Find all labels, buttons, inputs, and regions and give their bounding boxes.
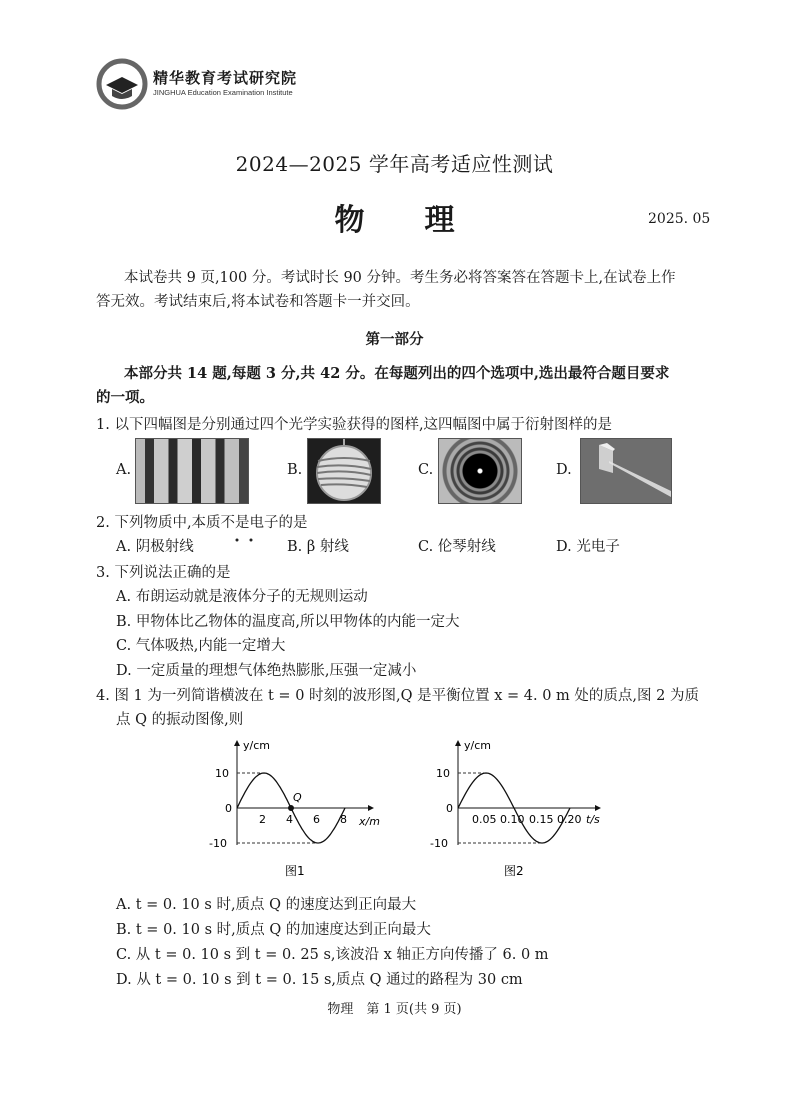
fig1-point-q-label: Q — [293, 791, 302, 804]
exam-subject: 物 理 — [334, 203, 455, 238]
fig1-xtick-2: 2 — [259, 813, 266, 826]
figure-2-vibration-graph — [428, 735, 618, 885]
logo-emblem-icon — [96, 58, 148, 110]
fig1-caption: 图1 — [285, 864, 305, 878]
q3-option-b: B. 甲物体比乙物体的温度高,所以甲物体的内能一定大 — [116, 614, 460, 630]
fig1-point-q — [288, 805, 294, 811]
fig2-xtick-010: 0.10 — [500, 813, 525, 826]
fig2-xtick-015: 0.15 — [529, 813, 554, 826]
logo — [96, 58, 148, 110]
q1-image-d-prism — [580, 438, 672, 504]
fig1-ytick-0: 0 — [225, 802, 232, 815]
fig2-xlabel: t/s — [586, 813, 600, 826]
q2-option-d: D. 光电子 — [556, 539, 620, 555]
fig2-xtick-005: 0.05 — [472, 813, 497, 826]
part-instruction-1: 本部分共 14 题,每题 3 分,共 42 分。在每题列出的四个选项中,选出最符合题目要求 — [124, 365, 670, 382]
q3-option-d: D. 一定质量的理想气体绝热膨胀,压强一定减小 — [116, 663, 417, 679]
fig1-ytick-neg10: -10 — [209, 837, 227, 850]
q1-image-c-poisson-spot — [438, 438, 522, 504]
exam-date: 2025. 05 — [648, 211, 711, 227]
org-name-en: JINGHUA Education Examination Institute — [153, 88, 293, 97]
q2-option-b: B. β 射线 — [287, 539, 349, 555]
q2-stem: 2. 下列物质中,本质不是电子的是 — [96, 515, 308, 531]
fig1-xtick-6: 6 — [313, 813, 320, 826]
part-instruction-2: 的一项。 — [96, 389, 154, 406]
q2-emphasis-dots — [234, 528, 254, 534]
fig2-ytick-10: 10 — [436, 767, 450, 780]
fig2-ytick-neg10: -10 — [430, 837, 448, 850]
fig2-ytick-0: 0 — [446, 802, 453, 815]
fig1-ylabel: y/cm — [243, 739, 270, 752]
org-name-cn: 精华教育考试研究院 — [153, 69, 298, 87]
q4-option-d: D. 从 t = 0. 10 s 到 t = 0. 15 s,质点 Q 通过的路程为 30 cm — [116, 972, 523, 988]
intro-line-1: 本试卷共 9 页,100 分。考试时长 90 分钟。考生务必将答案答在答题卡上,在试卷上作 — [124, 270, 676, 286]
exam-title: 2024—2025 学年高考适应性测试 — [235, 152, 554, 176]
q1-option-b: B. — [287, 462, 303, 478]
q2-option-a: A. 阴极射线 — [116, 539, 194, 555]
fig2-caption: 图2 — [504, 864, 524, 878]
q1-image-a-fringes — [135, 438, 249, 504]
q4-option-a: A. t = 0. 10 s 时,质点 Q 的速度达到正向最大 — [116, 897, 417, 913]
fig1-xlabel: x/m — [359, 815, 380, 828]
fig1-ytick-10: 10 — [215, 767, 229, 780]
q1-option-c: C. — [418, 462, 434, 478]
intro-line-2: 答无效。考试结束后,将本试卷和答题卡一并交回。 — [96, 294, 420, 310]
q4-option-b: B. t = 0. 10 s 时,质点 Q 的加速度达到正向最大 — [116, 922, 431, 938]
fig2-xtick-020: 0.20 — [557, 813, 582, 826]
q1-option-a: A. — [116, 462, 132, 478]
q4-stem-line-2: 点 Q 的振动图像,则 — [116, 712, 244, 728]
q2-option-c: C. 伦琴射线 — [418, 539, 496, 555]
q3-stem: 3. 下列说法正确的是 — [96, 565, 231, 581]
q1-image-b-soap-film — [307, 438, 381, 504]
q3-option-c: C. 气体吸热,内能一定增大 — [116, 638, 286, 654]
part-heading: 第一部分 — [365, 331, 424, 348]
q1-stem: 1. 以下四幅图是分别通过四个光学实验获得的图样,这四幅图中属于衍射图样的是 — [96, 417, 613, 433]
q4-option-c: C. 从 t = 0. 10 s 到 t = 0. 25 s,该波沿 x 轴正方向传播了 6. 0 m — [116, 947, 549, 963]
fig2-ylabel: y/cm — [464, 739, 491, 752]
page-footer: 物理 第 1 页(共 9 页) — [327, 1002, 462, 1017]
q4-stem-line-1: 4. 图 1 为一列简谐横波在 t = 0 时刻的波形图,Q 是平衡位置 x = 4. 0 m 处的质点,图 2 为质 — [96, 688, 699, 704]
fig1-xtick-8: 8 — [340, 813, 347, 826]
fig1-xtick-4: 4 — [286, 813, 293, 826]
q3-option-a: A. 布朗运动就是液体分子的无规则运动 — [116, 589, 368, 605]
q1-option-d: D. — [556, 462, 572, 478]
figure-1-wave-graph — [205, 735, 395, 885]
